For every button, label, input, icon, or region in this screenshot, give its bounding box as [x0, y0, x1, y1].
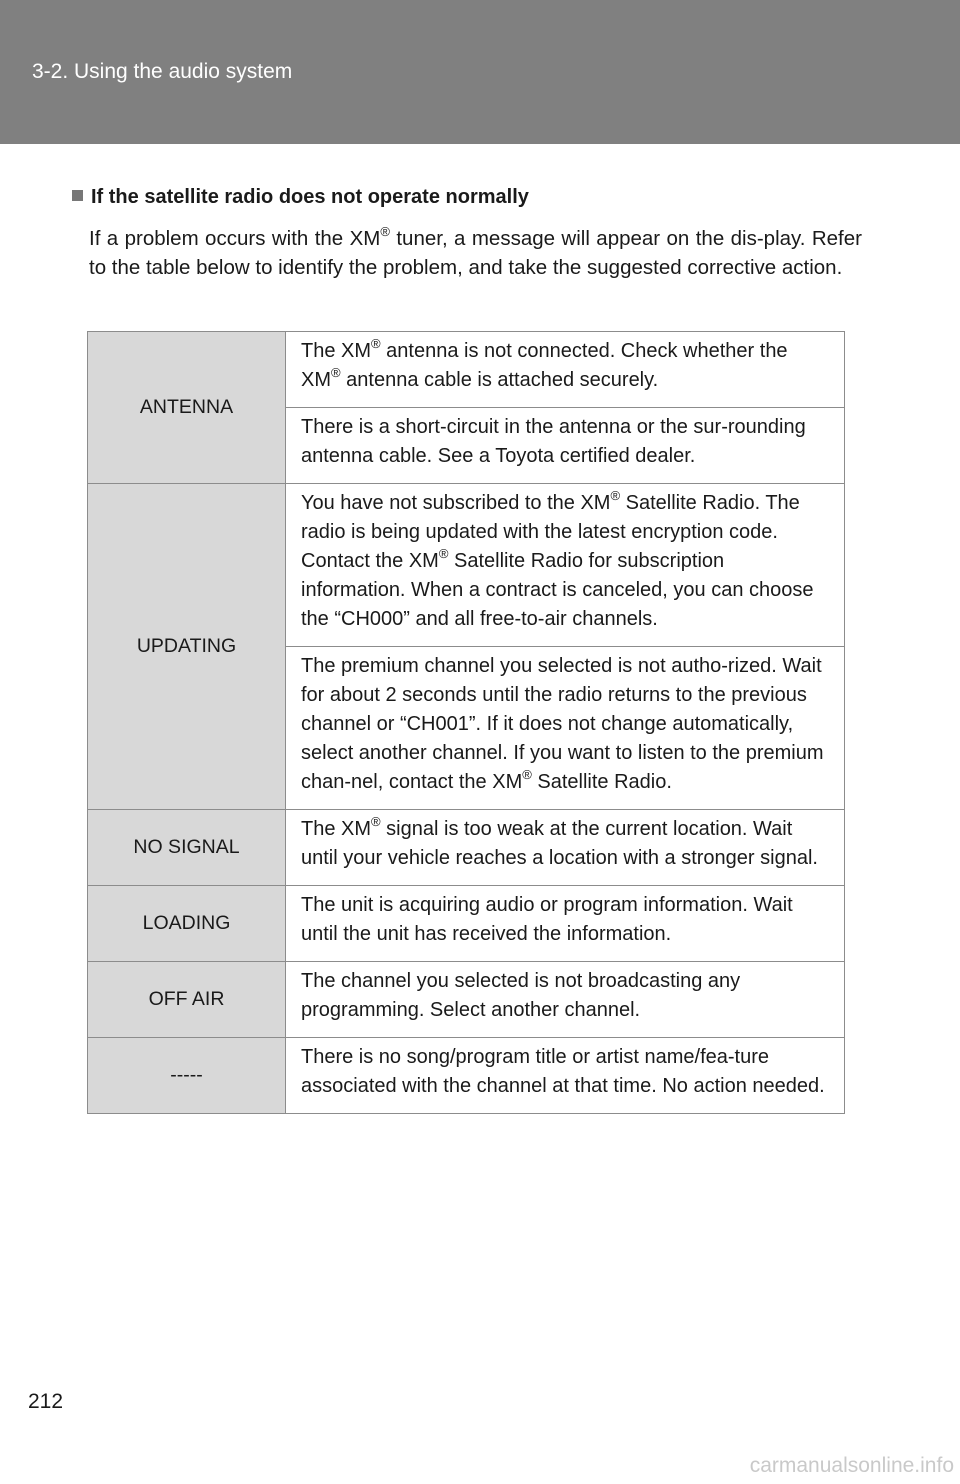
message-cell: NO SIGNAL	[88, 810, 286, 886]
message-cell: ANTENNA	[88, 332, 286, 484]
cause-cell: There is no song/program title or artist name/fea-ture associated with the channel at that time. No action needed.	[286, 1038, 845, 1114]
watermark-text: carmanualsonline.info	[749, 1454, 954, 1477]
intro-paragraph: If a problem occurs with the XM® tuner, a message will appear on the dis-play. Refer to the table below to identify the problem, and take the suggested corrective action.	[89, 224, 862, 279]
square-bullet-icon	[72, 190, 83, 201]
cause-cell: The channel you selected is not broadcasting any programming. Select another channel.	[286, 962, 845, 1038]
heading-text: If the satellite radio does not operate normally	[91, 186, 529, 208]
section-heading	[72, 186, 529, 209]
message-cell: -----	[88, 1038, 286, 1114]
cause-cell: The premium channel you selected is not autho-rized. Wait for about 2 seconds until the radio returns to the previous channel or “CH001”. If it does not change automatically, select another channel. If you want to listen to the premium chan-nel, contact the XM® Satellite Radio.	[286, 647, 845, 810]
table-row	[88, 1038, 845, 1114]
table-row	[88, 332, 845, 408]
table-row	[88, 886, 845, 962]
table-row	[88, 810, 845, 886]
message-cell: OFF AIR	[88, 962, 286, 1038]
message-cell: LOADING	[88, 886, 286, 962]
cause-cell: The XM® antenna is not connected. Check whether the XM® antenna cable is attached securely.	[286, 332, 845, 408]
troubleshooting-table	[87, 331, 845, 1114]
message-cell: UPDATING	[88, 484, 286, 810]
table-row	[88, 962, 845, 1038]
table-row	[88, 484, 845, 647]
page-number: 212	[28, 1390, 64, 1413]
cause-cell: There is a short-circuit in the antenna or the sur-rounding antenna cable. See a Toyota certified dealer.	[286, 408, 845, 484]
cause-cell: The XM® signal is too weak at the current location. Wait until your vehicle reaches a location with a stronger signal.	[286, 810, 845, 886]
section-title: 3-2. Using the audio system	[32, 60, 293, 83]
cause-cell: The unit is acquiring audio or program information. Wait until the unit has received the information.	[286, 886, 845, 962]
cause-cell: You have not subscribed to the XM® Satellite Radio. The radio is being updated with the latest encryption code. Contact the XM® Satellite Radio for subscription information. When a contract is canceled, you can choose the “CH000” and all free-to-air channels.	[286, 484, 845, 647]
